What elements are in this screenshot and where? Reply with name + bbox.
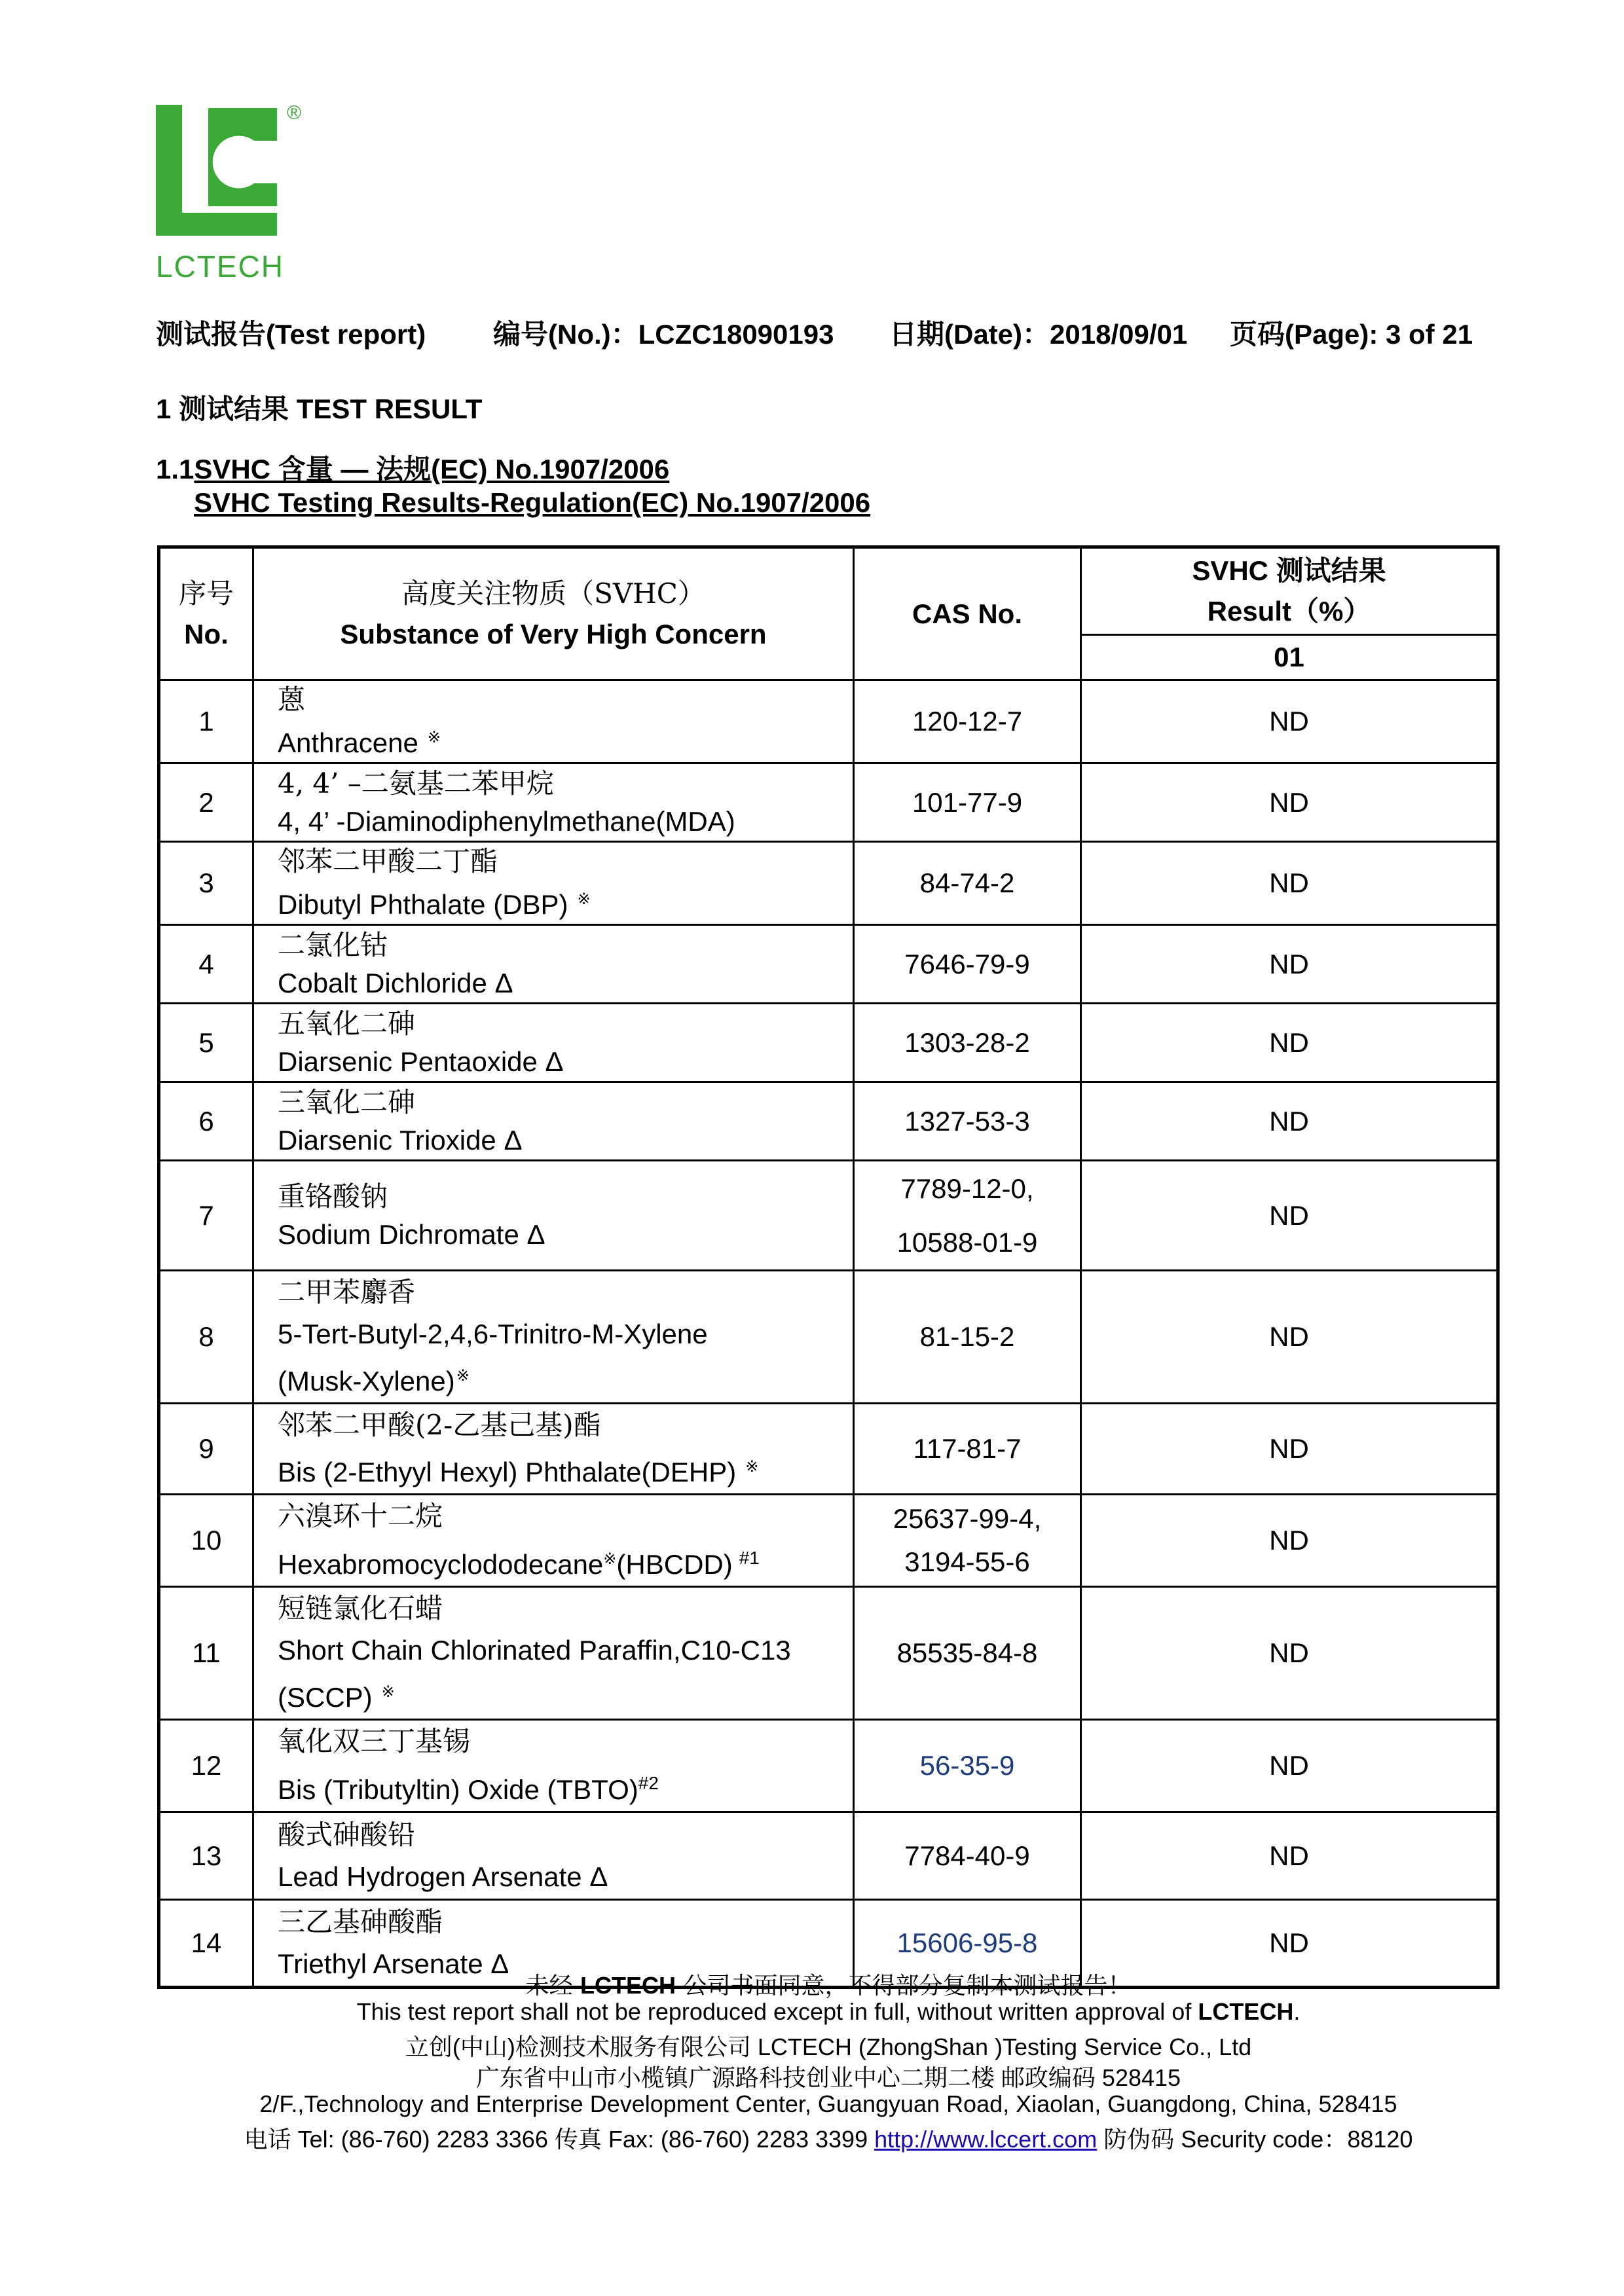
row-substance [253,1271,854,1404]
footer-phone-fax: 电话 Tel: (86-760) 2283 3366 传真 Fax: (86-760) 2283 3399 [244,2126,875,2153]
substance-en: Short Chain Chlorinated Paraffin,C10-C13 [278,1635,791,1666]
row-cas: 120-12-7 [854,680,1081,763]
row-result: ND [1081,1271,1498,1404]
footer-brand: LCTECH [580,1972,676,1999]
row-no: 11 [159,1587,253,1720]
row-no: 8 [159,1271,253,1404]
security-code: 防伪码 Security code：88120 [1097,2126,1413,2153]
header-result [1081,547,1498,635]
substance-cn: 蒽 [278,683,306,716]
table-row [159,1271,1498,1404]
substance-cn: 三乙基砷酸酯 [278,1906,443,1938]
substance-cn: 邻苯二甲酸二丁酯 [278,845,498,877]
substance-cn: 二氯化钴 [278,928,388,961]
section-title: 1 测试结果 TEST RESULT [156,393,483,424]
header-substance-en: Substance of Very High Concern [340,618,767,649]
subsection-number: 1.1 [156,454,194,484]
row-substance [253,1812,854,1900]
footnote-mark: ※ [745,1458,759,1476]
company-logo [156,102,326,283]
footnote-mark: ※ [603,1550,617,1568]
footnote-mark: ※ [427,729,441,746]
substance-cn: 短链氯化石蜡 [278,1592,443,1624]
row-result: ND [1081,1082,1498,1161]
row-cas: 85535-84-8 [854,1587,1081,1720]
table-row [159,925,1498,1004]
footnote-ref: #1 [739,1548,760,1568]
substance-cn: 酸式砷酸铅 [278,1818,416,1851]
row-no: 12 [159,1720,253,1812]
table-row [159,1082,1498,1161]
table-row [159,1004,1498,1082]
table-row [159,842,1498,925]
substance-en: Anthracene [278,727,418,758]
table-row [159,680,1498,763]
footnote-mark: ※ [456,1367,470,1385]
row-substance [253,1720,854,1812]
row-result: ND [1081,1720,1498,1812]
cas-line-1: 7789-12-0, [900,1173,1034,1204]
substance-en: Cobalt Dichloride Δ [278,967,513,998]
substance-cn: 二甲苯麝香 [278,1276,416,1308]
header-no-cn: 序号 [178,577,234,610]
row-substance [253,1004,854,1082]
registered-mark: ® [287,102,302,124]
row-substance [253,680,854,763]
row-no: 4 [159,925,253,1004]
row-cas: 1327-53-3 [854,1082,1081,1161]
row-cas: 56-35-9 [854,1720,1081,1812]
substance-en: Bis (Tributyltin) Oxide (TBTO) [278,1774,638,1805]
row-substance [253,1495,854,1587]
table-row [159,1495,1498,1587]
substance-en: Bis (2-Ethyyl Hexyl) Phthalate(DEHP) [278,1457,737,1487]
report-number: 编号(No.)：LCZC18090193 [493,319,834,350]
footer-text: . [1293,1998,1301,2025]
substance-en: Sodium Dichromate Δ [278,1218,545,1250]
header-no [159,547,253,680]
row-result: ND [1081,1404,1498,1495]
footer-copyright-en [157,1998,1500,2026]
row-substance [253,1161,854,1271]
header-result-en: Result（%） [1207,596,1371,627]
subsection-title-cn: SVHC 含量 — 法规(EC) No.1907/2006 [194,454,670,484]
row-result: ND [1081,1900,1498,1988]
cas-line-2: 3194-55-6 [904,1546,1030,1577]
substance-cn: 4, 4’ –二氨基二苯甲烷 [278,767,554,799]
substance-en: Lead Hydrogen Arsenate Δ [278,1861,608,1892]
substance-en: Triethyl Arsenate Δ [278,1948,509,1979]
table-row [159,1812,1498,1900]
row-cas: 101-77-9 [854,763,1081,842]
table-row [159,1161,1498,1271]
row-substance [253,1082,854,1161]
substance-en: Diarsenic Pentaoxide Δ [278,1046,564,1077]
row-substance [253,925,854,1004]
row-result: ND [1081,763,1498,842]
subsection-title-en: SVHC Testing Results-Regulation(EC) No.1907/2006 [194,487,871,518]
substance-en: 5-Tert-Butyl-2,4,6-Trinitro-M-Xylene [278,1319,708,1349]
table-row [159,1720,1498,1812]
substance-en: Diarsenic Trioxide Δ [278,1124,523,1156]
row-result: ND [1081,1161,1498,1271]
substance-cn: 五氧化二砷 [278,1007,416,1040]
row-cas: 15606-95-8 [854,1900,1081,1988]
footer-company: 立创(中山)检测技术服务有限公司 LCTECH (ZhongShan )Testing Service Co., Ltd [405,2033,1252,2060]
substance-cn: 三氧化二砷 [278,1085,416,1118]
row-cas: 7784-40-9 [854,1812,1081,1900]
footer-text: This test report shall not be reproduced except in full, without written approval of [356,1998,1198,2025]
footer-address-cn: 广东省中山市小榄镇广源路科技创业中心二期二楼 邮政编码 528415 [475,2064,1181,2091]
table-header-row [159,547,1498,635]
row-result: ND [1081,925,1498,1004]
website-link[interactable]: http://www.lccert.com [874,2126,1098,2153]
header-sample-id: 01 [1081,635,1498,680]
svhc-results-table [157,545,1500,1989]
row-result: ND [1081,1495,1498,1587]
substance-en-line-2: (SCCP) [278,1682,373,1713]
row-cas [854,1161,1081,1271]
row-substance [253,842,854,925]
row-no: 5 [159,1004,253,1082]
lctech-logo-mark [156,105,287,242]
row-cas: 84-74-2 [854,842,1081,925]
substance-en: 4, 4’ -Diaminodiphenylmethane(MDA) [278,805,735,837]
row-result: ND [1081,842,1498,925]
footnote-ref: #2 [638,1773,659,1793]
header-no-en: No. [184,618,229,649]
row-result: ND [1081,680,1498,763]
substance-en-line-2: (Musk-Xylene) [278,1366,455,1396]
row-no: 9 [159,1404,253,1495]
footnote-mark: ※ [381,1683,395,1701]
row-no: 6 [159,1082,253,1161]
row-no: 10 [159,1495,253,1587]
table-row [159,763,1498,842]
cas-line-2: 10588-01-9 [896,1226,1038,1258]
cas-line-1: 25637-99-4, [893,1503,1042,1534]
row-result: ND [1081,1004,1498,1082]
substance-cn: 邻苯二甲酸(2-乙基己基)酯 [278,1409,601,1441]
report-date: 日期(Date)：2018/09/01 [889,319,1188,350]
footer-address-en: 2/F.,Technology and Enterprise Development Center, Guangyuan Road, Xiaolan, Guangdong, China, 528415 [259,2090,1397,2117]
header-result-cn: SVHC 测试结果 [1192,555,1386,586]
row-cas: 1303-28-2 [854,1004,1081,1082]
header-cas: CAS No. [854,547,1081,680]
row-substance [253,763,854,842]
footnote-mark: ※ [577,890,591,908]
footer-brand: LCTECH [1198,1998,1294,2025]
substance-cn: 六溴环十二烷 [278,1500,443,1532]
row-no: 13 [159,1812,253,1900]
row-no: 1 [159,680,253,763]
footer-text: 未经 [525,1973,580,1999]
table-row [159,1404,1498,1495]
row-no: 7 [159,1161,253,1271]
substance-en: Hexabromocyclododecane [278,1549,604,1580]
header-substance [253,547,854,680]
row-cas: 81-15-2 [854,1271,1081,1404]
row-substance [253,1404,854,1495]
row-result: ND [1081,1812,1498,1900]
substance-abbr: (HBCDD) [616,1549,733,1580]
row-substance [253,1587,854,1720]
substance-cn: 重铬酸钠 [278,1180,388,1212]
footer-contact [157,2121,1500,2155]
row-no: 3 [159,842,253,925]
row-no: 14 [159,1900,253,1988]
table-row [159,1587,1498,1720]
page-number: 页码(Page): 3 of 21 [1230,319,1473,350]
footer-copyright-cn [157,1967,1500,2001]
row-result: ND [1081,1587,1498,1720]
report-label: 测试报告(Test report) [156,319,426,350]
footer-text: 公司书面同意，不得部分复制本测试报告！ [676,1973,1132,1999]
row-cas [854,1495,1081,1587]
row-cas: 117-81-7 [854,1404,1081,1495]
logo-text: LCTECH [156,249,285,283]
row-cas: 7646-79-9 [854,925,1081,1004]
row-no: 2 [159,763,253,842]
substance-en: Dibutyl Phthalate (DBP) [278,889,568,920]
substance-cn: 氧化双三丁基锡 [278,1725,471,1757]
subsection-title [156,448,669,487]
header-substance-cn: 高度关注物质（SVHC） [401,577,705,610]
